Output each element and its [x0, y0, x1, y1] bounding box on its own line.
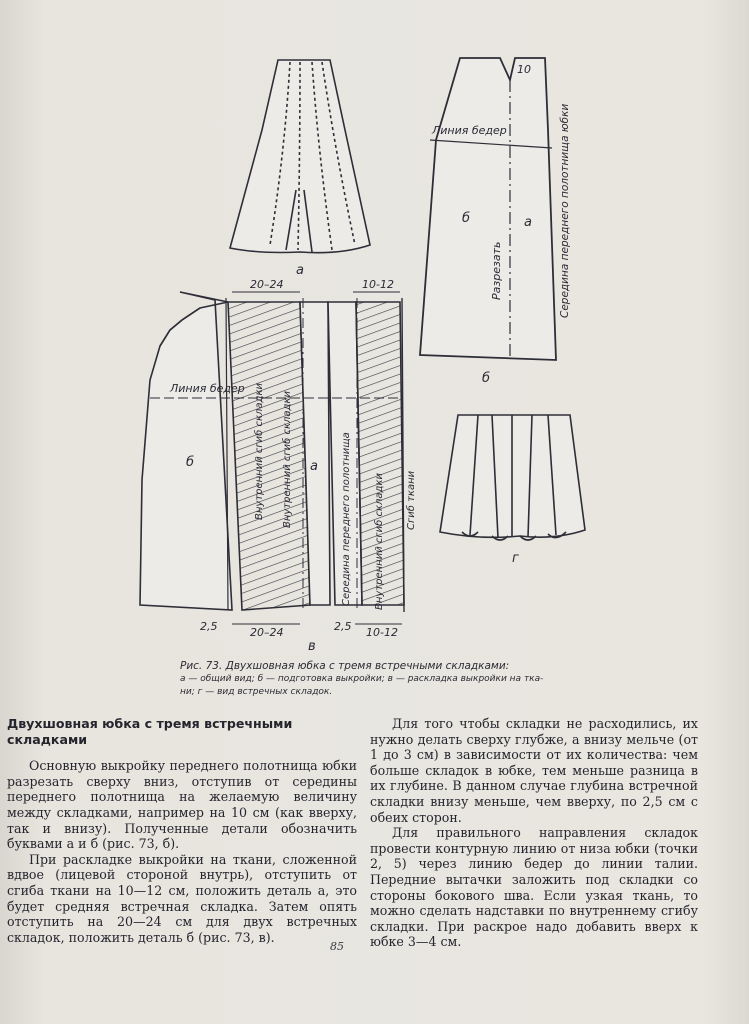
layout-on-fabric	[140, 292, 404, 624]
skirt-general-view	[230, 60, 370, 253]
figure-caption	[180, 660, 580, 699]
page-number: 85	[330, 940, 344, 953]
dim-bottom-20-24: 20–24	[250, 626, 284, 639]
fabric-fold-label: Сгиб ткани	[406, 470, 417, 530]
center-front-panel-label: Середина переднего полотнища	[341, 432, 352, 606]
caption-legend-2: ни; г — вид встречных складок.	[180, 687, 333, 697]
part-b-label: б	[462, 211, 471, 226]
caption-legend-1: а — общий вид; б — подготовка выкройки; в — раскладка выкройки на тка-	[180, 674, 544, 684]
inner-fold-label-2: Внутренний сгиб складки	[282, 390, 293, 528]
left-paragraph-2: При раскладке выкройки на ткани, сложенной вдвое (лицевой стороной внутрь), отступить от сгиба ткани на 10—12 см, положить деталь а, это будет средняя встречная складка. Затем опять отступить на 20—24 см для двух встречных складок, положить деталь б (рис. 73, в).	[7, 851, 357, 945]
right-paragraph-2: Для правильного направления складок провести контурную линию от низа юбки (точки 2, 5) через линию бедер до линии талии. Передние вытачки заложить под складки со стороны бокового шва. Если узкая ткань, то можно сделать надставки по внутреннему сгибу складки. При раскрое надо добавить вверх к юбке 3—4 см.	[370, 825, 698, 950]
left-column	[7, 716, 357, 945]
hip-line-label-b: Линия бедер	[432, 124, 507, 137]
dim-bottom-10-12: 10-12	[366, 626, 398, 639]
pleats-view	[440, 415, 585, 540]
figure-label-v: в	[308, 639, 316, 654]
article-heading: Двухшовная юбка с тремя встречными складками	[7, 716, 293, 747]
part-b-label-v: б	[186, 455, 195, 470]
inner-fold-label-3: Внутренний сгиб складки	[374, 472, 385, 610]
dim-top-20-24: 20–24	[250, 278, 284, 291]
pattern-preparation	[420, 58, 556, 360]
figure-label-b: б	[482, 371, 491, 386]
figure-label-g: г	[512, 551, 519, 566]
left-paragraph-1: Основную выкройку переднего полотнища юбки разрезать сверху вниз, отступив от середины переднего полотнища на желаемую величину между складками, например на 10 см (как вверху, так и внизу). Полученные детали обозначить буквами а и б (рис. 73, б).	[7, 758, 357, 852]
part-a-label: а	[524, 215, 532, 230]
top-mark-10: 10	[517, 63, 531, 76]
dim-bottom-2-5-mid: 2,5	[334, 620, 352, 633]
cut-label: Разрезать	[490, 241, 503, 300]
right-column	[370, 716, 698, 950]
hip-line-label-v: Линия бедер	[170, 382, 245, 395]
inner-fold-label-1: Внутренний сгиб складки	[254, 382, 265, 520]
dim-top-10-12: 10-12	[362, 278, 394, 291]
dim-bottom-2-5-left: 2,5	[200, 620, 218, 633]
center-front-skirt-label: Середина переднего полотнища юбки	[559, 103, 571, 318]
figure-label-a: а	[296, 263, 304, 278]
part-a-label-v: а	[310, 459, 318, 474]
caption-title: Рис. 73. Двухшовная юбка с тремя встречными складками:	[180, 660, 510, 672]
right-paragraph-1: Для того чтобы складки не расходились, их нужно делать сверху глубже, а внизу мельче (от 1 до 3 см) в зависимости от их количества: чем больше складок в юбке, тем меньше разница в их глубине. В данном случае глубина встречной складки внизу меньше, чем вверху, по 2,5 см с обеих сторон.	[370, 716, 698, 825]
